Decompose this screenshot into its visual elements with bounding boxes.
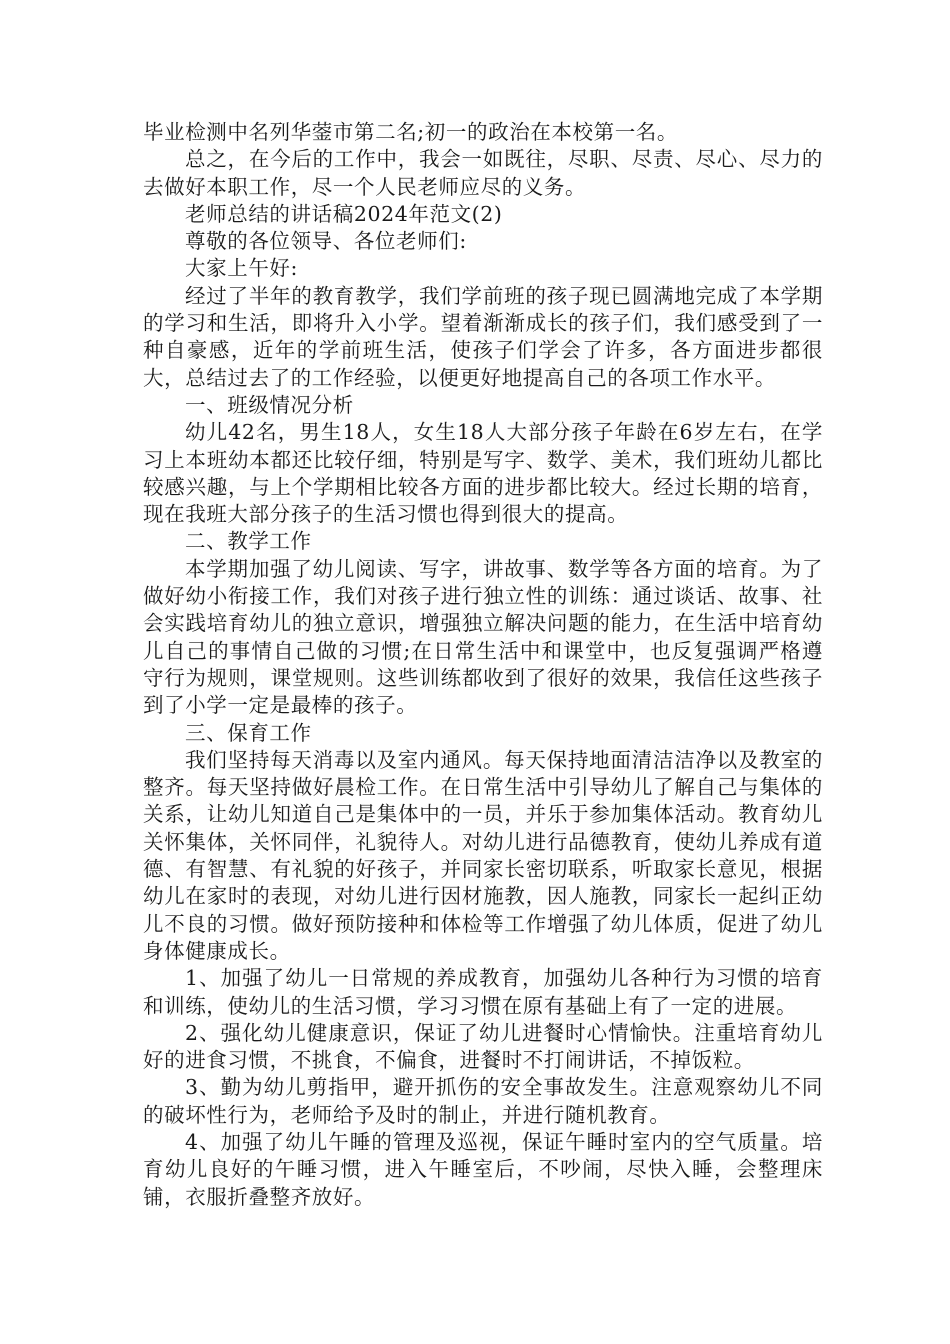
paragraph-teaching: 本学期加强了幼儿阅读、写字，讲故事、数学等各方面的培育。为了做好幼小衔接工作，我们对孩子进行独立性的训练：通过谈话、故事、社会实践培育幼儿的独立意识，增强独立解决问题的能力，在生活中培育幼儿自己的事情自己做的习惯;在日常生活中和课堂中，也反复强调严格遵守行为规则，课堂规则。这些训练都收到了很好的效果，我信任这些孩子到了小学一定是最棒的孩子。 — [143, 556, 823, 718]
paragraph-conclusion: 总之，在今后的工作中，我会一如既往，尽职、尽责、尽心、尽力的去做好本职工作，尽一个人民老师应尽的义务。 — [143, 147, 823, 199]
list-item-3: 3、勤为幼儿剪指甲，避开抓伤的安全事故发生。注意观察幼儿不同的破坏性行为，老师给予及时的制止，并进行随机教育。 — [143, 1075, 823, 1127]
salutation: 尊敬的各位领导、各位老师们: — [185, 229, 467, 254]
paragraph-childcare: 我们坚持每天消毒以及室内通风。每天保持地面清洁洁净以及教室的整齐。每天坚持做好晨检工作。在日常生活中引导幼儿了解自己与集体的关系，让幼儿知道自己是集体中的一员，并乐于参加集体活动。教育幼儿关怀集体，关怀同伴，礼貌待人。对幼儿进行品德教育，使幼儿养成有道德、有智慧、有礼貌的好孩子，并同家长密切联系，听取家长意见，根据幼儿在家时的表现，对幼儿进行因材施教，因人施教，同家长一起纠正幼儿不良的习惯。做好预防接种和体检等工作增强了幼儿体质，促进了幼儿身体健康成长。 — [143, 747, 823, 963]
document-page — [143, 119, 823, 1211]
paragraph-graduation-ranking: 毕业检测中名列华蓥市第二名;初一的政治在本校第一名。 — [143, 120, 679, 144]
paragraph-intro: 经过了半年的教育教学，我们学前班的孩子现已圆满地完成了本学期的学习和生活，即将升入小学。望着渐渐成长的孩子们，我们感受到了一种自豪感，近年的学前班生活，使孩子们学会了许多，各方面进步都很大，总结过去了的工作经验，以便更好地提高自己的各项工作水平。 — [143, 283, 823, 390]
paragraph-class-analysis: 幼儿42名，男生18人，女生18人大部分孩子年龄在6岁左右，在学习上本班幼本都还比较仔细，特别是写字、数学、美术，我们班幼儿都比较感兴趣，与上个学期相比较各方面的进步都比较大。经过长期的培育，现在我班大部分孩子的生活习惯也得到很大的提高。 — [143, 420, 823, 527]
document-title: 老师总结的讲话稿2024年范文(2) — [185, 201, 503, 226]
section-heading-teaching: 二、教学工作 — [185, 529, 312, 554]
list-item-2: 2、强化幼儿健康意识，保证了幼儿进餐时心情愉快。注重培育幼儿好的进食习惯，不挑食，不偏食，进餐时不打闹讲话，不掉饭粒。 — [143, 1020, 823, 1073]
greeting: 大家上午好: — [185, 256, 299, 281]
list-item-1: 1、加强了幼儿一日常规的养成教育，加强幼儿各种行为习惯的培育和训练，使幼儿的生活习惯，学习习惯在原有基础上有了一定的进展。 — [143, 966, 823, 1018]
section-heading-class-analysis: 一、班级情况分析 — [185, 392, 354, 417]
section-heading-childcare: 三、保育工作 — [185, 720, 312, 745]
list-item-4: 4、加强了幼儿午睡的管理及巡视，保证午睡时室内的空气质量。培育幼儿良好的午睡习惯，进入午睡室后，不吵闹，尽快入睡，会整理床铺，衣服折叠整齐放好。 — [143, 1129, 823, 1209]
